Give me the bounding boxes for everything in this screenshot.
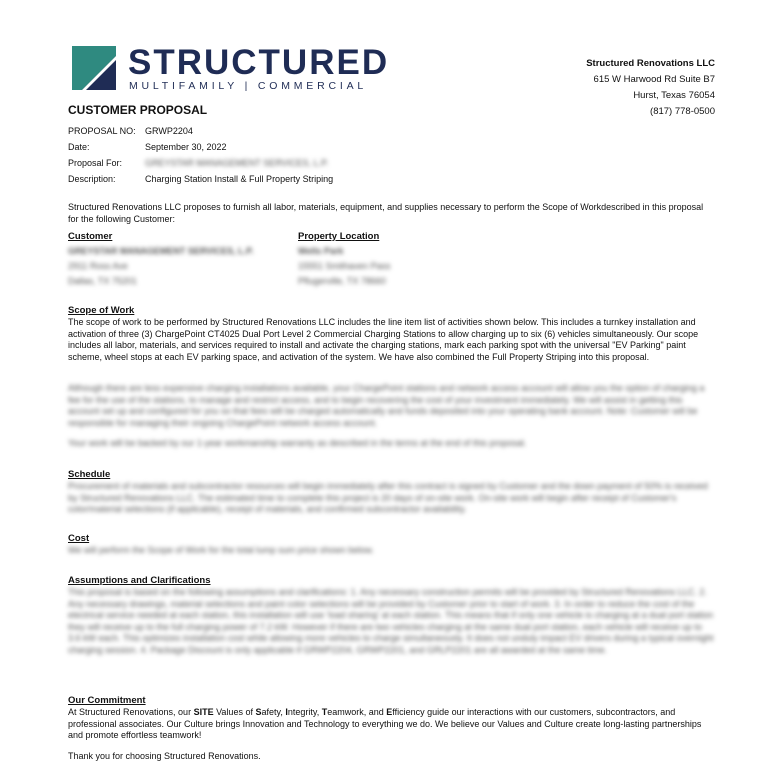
assumptions-section bbox=[68, 575, 716, 656]
commitment-text: At Structured Renovations, our SITE Values of Safety, Integrity, Teamwork, and Efficiency guide our interactions with our customers, subcontractors, and professional associates. Our Culture brings Innovation and Technology to everything we do. We believe our Values and Culture create long-lasting partnerships and promote effortless teamwork! bbox=[68, 707, 702, 740]
date-label: Date: bbox=[68, 142, 90, 152]
proposal-description: Charging Station Install & Full Property Striping bbox=[145, 174, 334, 184]
cost-heading: Cost bbox=[68, 533, 90, 544]
closing-line: Thank you for choosing Structured Renovations. bbox=[68, 751, 261, 761]
meta-row-number bbox=[68, 123, 333, 139]
schedule-section bbox=[68, 469, 716, 516]
proposal-number: GRWP2204 bbox=[145, 126, 193, 136]
meta-row-date bbox=[68, 139, 333, 155]
meta-row-description bbox=[68, 171, 333, 187]
customer-line: GREYSTAR MANAGEMENT SERVICES, L.P. bbox=[68, 246, 254, 256]
property-heading: Property Location bbox=[298, 231, 380, 242]
cost-section bbox=[68, 533, 716, 557]
company-address-block bbox=[586, 56, 715, 120]
property-line: Wells Park bbox=[298, 246, 344, 256]
company-logo bbox=[72, 43, 390, 94]
proposal-for-value: GREYSTAR MANAGEMENT SERVICES, L.P. bbox=[145, 158, 329, 168]
logo-mark-icon bbox=[72, 46, 116, 90]
warranty-paragraph: Your work will be backed by our 1-year workmanship warranty as described in the terms at the end of this proposal. bbox=[68, 438, 527, 448]
scope-blurred-paragraph: Although there are less expensive charging installations available, your ChargePoint stations and network access account will allow you the option of charging a fee for the use of the stations, to manage and restrict access, and to begin recovering the cost of your investment immediately. We will assist in getting this account set up and configured for you so that fees will be charged automatically and funds deposited into your operating bank account. Note: Customer will be responsible for managing their ongoing ChargePoint network access account. bbox=[68, 383, 705, 428]
property-column bbox=[298, 229, 518, 289]
assumptions-heading: Assumptions and Clarifications bbox=[68, 575, 211, 586]
property-line: Pflugerville, TX 78660 bbox=[298, 276, 386, 286]
schedule-text: Procurement of materials and subcontractor resources will begin immediately after this contract is signed by Customer and the down payment of 50% is received by Structured Renovations LLC. The estimated time to complete this project is 20 days of on-site work. On-site work will begin after receipt of Customer's color/material selections (if applicable), receipt of materials, and confirmed subcontractor availability. bbox=[68, 481, 708, 514]
commitment-section bbox=[68, 695, 716, 742]
document-title: CUSTOMER PROPOSAL bbox=[68, 103, 208, 117]
meta-row-for bbox=[68, 155, 333, 171]
logo-wordmark: STRUCTURED bbox=[128, 43, 390, 82]
customer-column bbox=[68, 229, 288, 289]
scope-heading: Scope of Work bbox=[68, 305, 135, 316]
company-phone: (817) 778-0500 bbox=[650, 106, 715, 117]
property-line: 15551 Smithaven Pass bbox=[298, 261, 391, 271]
schedule-heading: Schedule bbox=[68, 469, 111, 480]
company-name: Structured Renovations LLC bbox=[586, 58, 715, 69]
proposal-meta bbox=[68, 123, 333, 187]
intro-paragraph: Structured Renovations LLC proposes to furnish all labor, materials, equipment, and supplies necessary to perform the Scope of Workdescribed in this proposal for the following Customer: bbox=[68, 202, 704, 224]
customer-line: 2911 Ross Ave bbox=[68, 261, 128, 271]
proposal-date: September 30, 2022 bbox=[145, 142, 227, 152]
cost-text: We will perform the Scope of Work for the total lump sum price shown below. bbox=[68, 545, 374, 555]
proposal-for-label: Proposal For: bbox=[68, 158, 123, 168]
customer-line: Dallas, TX 75201 bbox=[68, 276, 137, 286]
commitment-heading: Our Commitment bbox=[68, 695, 146, 706]
description-label: Description: bbox=[68, 174, 116, 184]
proposal-number-label: PROPOSAL NO: bbox=[68, 126, 136, 136]
logo-tagline: MULTIFAMILY | COMMERCIAL bbox=[129, 80, 368, 92]
scope-text: The scope of work to be performed by Structured Renovations LLC includes the line item list of activities shown below. This includes a turnkey installation and activation of three (3) ChargePoint CT4025 Dual Port Level 2 Commercial Charging Stations to allow charging up to six (6) vehicles simultaneously. Our scope includes all labor, materials, and services required to install and activate the charging stations, mark each parking spot with the universal "EV Parking" paint scheme, wheel stops at each EV parking space, and activation of the system. We have also combined the Full Property Striping into this proposal. bbox=[68, 317, 699, 362]
customer-heading: Customer bbox=[68, 231, 113, 242]
company-address-line1: 615 W Harwood Rd Suite B7 bbox=[593, 74, 715, 85]
scope-section bbox=[68, 305, 716, 363]
company-address-line2: Hurst, Texas 76054 bbox=[633, 90, 715, 101]
assumptions-text: This proposal is based on the following assumptions and clarifications: 1. Any necessary construction permits will be provided by Structured Renovations LLC. 2. Any necessary drawings, material selections and paint color selections will be provided by Customer prior to start of work. 3. In order to reduce the cost of the electrical service needed at each station, this installation will use 'load sharing' at each station. This means that if only one vehicle is charging at a dual port station they will receive up to the full charging power of 7.2 kW. However if there are two vehicles charging at the same dual port station, each vehicle will receive up to 3.6 kW each. This optimizes installation cost while allowing more vehicles to charge simultaneously. It does not unduly impact EV drivers during a typical overnight charging session. 4. Package Discount is only applicable if GRWP2204, GRWP2201, and GRLP2201 are all awarded at the same time. bbox=[68, 587, 714, 655]
